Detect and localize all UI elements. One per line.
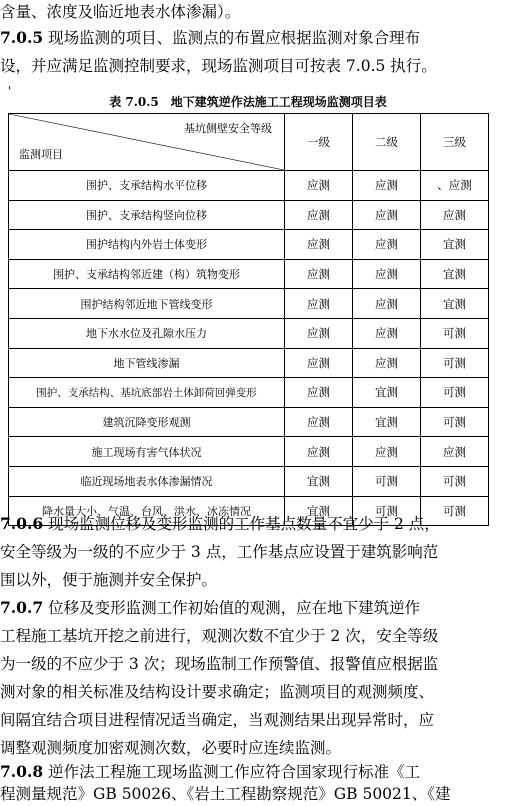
row-value: 应测 <box>353 348 421 378</box>
row-item: 临近现场地表水体渗漏情况 <box>9 466 285 496</box>
row-value: 可测 <box>353 466 421 496</box>
row-value: 应测 <box>421 437 489 467</box>
row-value: 应测 <box>353 200 421 230</box>
table-row <box>9 466 489 496</box>
column-header: 三级 <box>421 114 489 171</box>
table-row <box>9 378 489 408</box>
clause-7-0-7-line2: 工程施工基坑开挖之前进行，观测次数不宜少于 2 次，安全等级 <box>0 627 439 645</box>
row-value: 、应测 <box>421 171 489 201</box>
table-row <box>9 318 489 348</box>
clause-7-0-6-line2: 安全等级为一级的不应少于 3 点，工作基点应设置于建筑影响范 <box>0 543 439 561</box>
row-value: 应测 <box>285 437 353 467</box>
row-value: 可测 <box>421 348 489 378</box>
clause-number: 7.0.5 <box>0 28 44 47</box>
row-value: 宜测 <box>421 289 489 319</box>
row-value: 宜测 <box>285 496 353 526</box>
column-header: 二级 <box>353 114 421 171</box>
table-row <box>9 289 489 319</box>
intro-line: 含量、浓度及临近地表水体渗漏）。 <box>0 3 241 21</box>
table-caption-number: 表 7.0.5 <box>109 95 159 109</box>
clause-number: 7.0.6 <box>0 514 44 533</box>
row-value: 应测 <box>285 171 353 201</box>
row-item: 建筑沉降变形观测 <box>9 407 285 437</box>
clause-7-0-6-line3: 围以外，便于施测并安全保护。 <box>0 571 218 589</box>
row-item: 地下管线渗漏 <box>9 348 285 378</box>
column-header: 一级 <box>285 114 353 171</box>
table-row <box>9 259 489 289</box>
clause-text: 现场监测位移及变形监测的工作基点数量不宜少于 2 点， <box>48 515 440 533</box>
row-item: 施工现场有害气体状况 <box>9 437 285 467</box>
row-item: 地下水水位及孔隙水压力 <box>9 318 285 348</box>
clause-text: 逆作法工程施工现场监测工作应符合国家现行标准《工 <box>48 763 421 781</box>
header-safety-grade: 基坑侧壁安全等级 <box>184 122 272 135</box>
row-value: 应测 <box>353 230 421 260</box>
row-value: 应测 <box>285 200 353 230</box>
monitoring-items-table <box>8 113 489 526</box>
table-row <box>9 230 489 260</box>
table-caption-title: 地下建筑逆作法施工工程现场监测项目表 <box>170 95 387 109</box>
row-value: 可测 <box>421 466 489 496</box>
row-value: 应测 <box>353 259 421 289</box>
table-header-row <box>9 114 489 171</box>
clause-text: 位移及变形监测工作初始值的观测，应在地下建筑逆作 <box>48 599 421 617</box>
row-value: 宜测 <box>353 407 421 437</box>
row-value: 应测 <box>285 230 353 260</box>
row-value: 应测 <box>421 200 489 230</box>
stray-mark: ' <box>8 84 12 98</box>
row-item: 降水量大小、气温、台风、洪水、冰冻情况 <box>9 496 285 526</box>
table-caption <box>0 93 508 110</box>
row-value: 应测 <box>285 407 353 437</box>
clause-7-0-7-line5: 间隔宜结合项目进程情况适当确定，当观测结果出现异常时，应 <box>0 711 435 729</box>
row-value: 应测 <box>285 289 353 319</box>
table-row <box>9 200 489 230</box>
row-value: 可测 <box>421 496 489 526</box>
table-row <box>9 407 489 437</box>
row-value: 宜测 <box>353 378 421 408</box>
row-item: 围护、支承结构、基坑底部岩土体卸荷回弹变形 <box>9 378 285 408</box>
clause-7-0-5-line1 <box>0 27 508 49</box>
clause-7-0-8-line1 <box>0 761 508 783</box>
clause-number: 7.0.8 <box>0 762 44 781</box>
clause-text: 现场监测的项目、监测点的布置应根据监测对象合理布 <box>48 29 421 47</box>
row-item: 围护结构邻近地下管线变形 <box>9 289 285 319</box>
row-value: 应测 <box>353 318 421 348</box>
table-row <box>9 437 489 467</box>
clause-number: 7.0.7 <box>0 598 44 617</box>
table-row <box>9 171 489 201</box>
row-value: 宜测 <box>421 259 489 289</box>
clause-7-0-6-line1 <box>0 513 508 535</box>
row-value: 可测 <box>421 378 489 408</box>
row-value: 宜测 <box>421 230 489 260</box>
row-value: 应测 <box>285 378 353 408</box>
row-value: 宜测 <box>285 466 353 496</box>
clause-7-0-7-line4: 测对象的相关标准及结构设计要求确定；监测项目的观测频度、 <box>0 683 435 701</box>
clause-7-0-7-line3: 为一级的不应少于 3 次；现场监制工作预警值、报警值应根据监 <box>0 655 439 673</box>
row-item: 围护、支承结构竖向位移 <box>9 200 285 230</box>
clause-7-0-8-line2: 程测量规范》GB 50026、《岩土工程勘察规范》GB 50021、《建 <box>0 785 451 803</box>
row-value: 应测 <box>353 437 421 467</box>
row-value: 应测 <box>353 171 421 201</box>
header-monitoring-item: 监测项目 <box>19 148 63 161</box>
row-value: 应测 <box>285 318 353 348</box>
row-value: 应测 <box>285 348 353 378</box>
row-value: 可测 <box>421 407 489 437</box>
row-value: 应测 <box>285 259 353 289</box>
clause-7-0-5-line2: 设，并应满足监测控制要求，现场监测项目可按表 7.0.5 执行。 <box>0 57 437 75</box>
row-item: 围护结构内外岩土体变形 <box>9 230 285 260</box>
row-item: 围护、支承结构邻近建（构）筑物变形 <box>9 259 285 289</box>
table-diagonal-header <box>9 114 285 171</box>
row-value: 可测 <box>421 318 489 348</box>
table-row <box>9 348 489 378</box>
row-value: 可测 <box>353 496 421 526</box>
row-item: 围护、支承结构水平位移 <box>9 171 285 201</box>
clause-7-0-7-line6: 调整观测频度加密观测次数，必要时应连续监测。 <box>0 739 342 757</box>
row-value: 应测 <box>353 289 421 319</box>
clause-7-0-7-line1 <box>0 597 508 619</box>
